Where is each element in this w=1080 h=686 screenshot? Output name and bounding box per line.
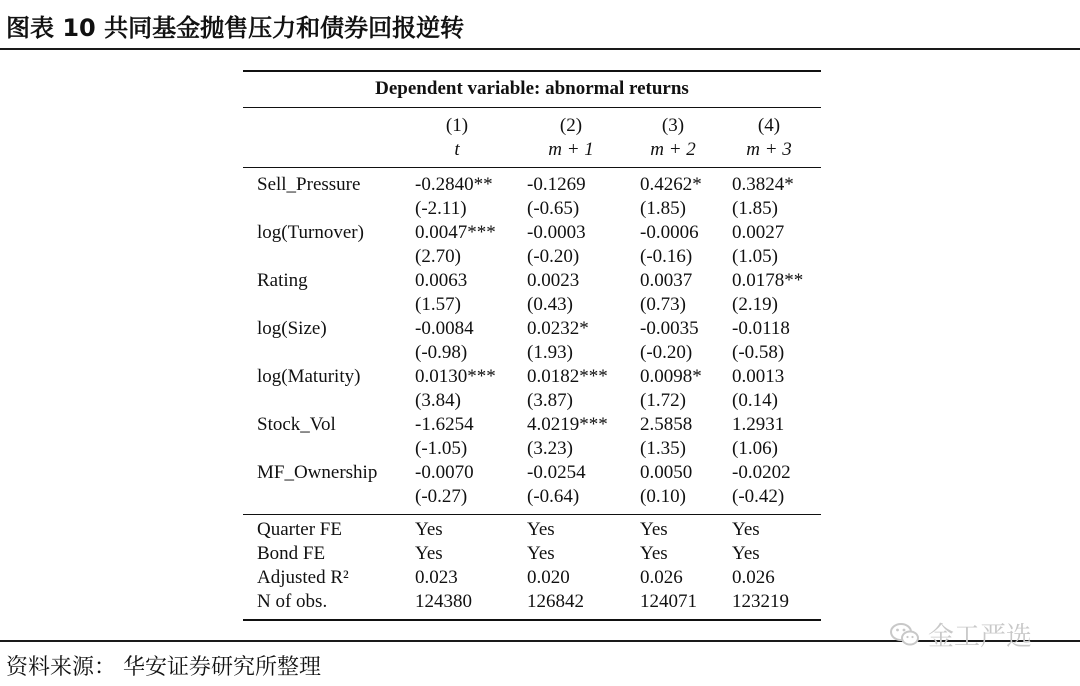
t-stat-cell: (0.73)	[640, 294, 686, 315]
t-stat-cell: (0.14)	[732, 390, 778, 411]
t-stat-cell: (1.05)	[732, 246, 778, 267]
row-label: log(Size)	[257, 318, 327, 339]
footer-row-label: Adjusted R²	[257, 567, 349, 588]
coefficient-cell: 0.0130***	[415, 366, 496, 387]
column-number: (1)	[445, 115, 469, 136]
coefficient-cell: -0.0202	[732, 462, 791, 483]
title-divider	[0, 48, 1080, 50]
footer-value-cell: Yes	[527, 543, 555, 564]
t-stat-cell: (-0.58)	[732, 342, 785, 363]
source-note: 资料来源： 华安证券研究所整理	[6, 655, 321, 680]
footer-value-cell: 124380	[415, 591, 472, 612]
wechat-icon	[890, 622, 920, 648]
footer-value-cell: Yes	[415, 519, 443, 540]
coefficient-cell: -0.0003	[527, 222, 586, 243]
column-label: m + 1	[548, 139, 594, 160]
row-label: Rating	[257, 270, 308, 291]
coefficient-cell: 0.4262*	[640, 174, 702, 195]
t-stat-cell: (1.93)	[527, 342, 573, 363]
row-label: log(Turnover)	[257, 222, 364, 243]
footer-value-cell: 123219	[732, 591, 789, 612]
footer-row-label: N of obs.	[257, 591, 328, 612]
t-stat-cell: (2.70)	[415, 246, 461, 267]
column-label: m + 2	[650, 139, 696, 160]
t-stat-cell: (1.35)	[640, 438, 686, 459]
coefficient-cell: -1.6254	[415, 414, 474, 435]
t-stat-cell: (-0.20)	[527, 246, 580, 267]
coefficient-cell: 0.0027	[732, 222, 785, 243]
column-number: (3)	[661, 115, 685, 136]
t-stat-cell: (0.10)	[640, 486, 686, 507]
column-label: t	[454, 139, 460, 160]
footer-value-cell: 0.023	[415, 567, 458, 588]
watermark-text: 金工严选	[928, 622, 1033, 652]
footer-value-cell: Yes	[732, 543, 760, 564]
column-header-rule	[243, 167, 821, 168]
column-number: (4)	[757, 115, 781, 136]
coefficient-cell: 0.0098*	[640, 366, 702, 387]
t-stat-cell: (-0.98)	[415, 342, 468, 363]
coefficient-cell: -0.2840**	[415, 174, 493, 195]
t-stat-cell: (3.87)	[527, 390, 573, 411]
coefficient-cell: 0.0182***	[527, 366, 608, 387]
row-label: Sell_Pressure	[257, 174, 361, 195]
coefficient-cell: 0.0037	[640, 270, 693, 291]
column-label: m + 3	[746, 139, 792, 160]
footer-value-cell: 0.026	[732, 567, 775, 588]
coefficient-cell: -0.0070	[415, 462, 474, 483]
coefficient-cell: 0.0023	[527, 270, 580, 291]
bottom-rule	[243, 619, 821, 621]
coefficient-cell: -0.0254	[527, 462, 586, 483]
footer-value-cell: Yes	[640, 519, 668, 540]
t-stat-cell: (-0.27)	[415, 486, 468, 507]
t-stat-cell: (0.43)	[527, 294, 573, 315]
watermark	[890, 616, 1032, 653]
coefficient-cell: -0.0084	[415, 318, 474, 339]
coefficient-cell: 0.0047***	[415, 222, 496, 243]
t-stat-cell: (-0.20)	[640, 342, 693, 363]
body-rule	[243, 514, 821, 515]
coefficient-cell: 0.0050	[640, 462, 693, 483]
figure-header	[0, 0, 1080, 46]
coefficient-cell: 0.3824*	[732, 174, 794, 195]
t-stat-cell: (-0.16)	[640, 246, 693, 267]
t-stat-cell: (-2.11)	[415, 198, 467, 219]
t-stat-cell: (1.06)	[732, 438, 778, 459]
footer-value-cell: 126842	[527, 591, 584, 612]
coefficient-cell: 0.0178**	[732, 270, 804, 291]
coefficient-cell: 1.2931	[732, 414, 785, 435]
coefficient-cell: 0.0232*	[527, 318, 589, 339]
footer-value-cell: 0.020	[527, 567, 570, 588]
t-stat-cell: (1.72)	[640, 390, 686, 411]
t-stat-cell: (-1.05)	[415, 438, 468, 459]
coefficient-cell: -0.0006	[640, 222, 699, 243]
coefficient-cell: 2.5858	[640, 414, 693, 435]
coefficient-cell: 0.0063	[415, 270, 468, 291]
t-stat-cell: (3.84)	[415, 390, 461, 411]
t-stat-cell: (-0.64)	[527, 486, 580, 507]
t-stat-cell: (1.85)	[732, 198, 778, 219]
dependent-variable-title: Dependent variable: abnormal returns	[375, 78, 689, 99]
t-stat-cell: (-0.42)	[732, 486, 785, 507]
footer-value-cell: 124071	[640, 591, 697, 612]
footer-value-cell: Yes	[415, 543, 443, 564]
figure-title: 图表 10 共同基金抛售压力和债券回报逆转	[6, 14, 465, 42]
row-label: Stock_Vol	[257, 414, 336, 435]
footer-value-cell: Yes	[732, 519, 760, 540]
header-rule	[243, 107, 821, 108]
t-stat-cell: (2.19)	[732, 294, 778, 315]
coefficient-cell: -0.0035	[640, 318, 699, 339]
footer-row-label: Quarter FE	[257, 519, 342, 540]
t-stat-cell: (1.85)	[640, 198, 686, 219]
row-label: MF_Ownership	[257, 462, 378, 483]
top-rule	[243, 70, 821, 72]
footer-row-label: Bond FE	[257, 543, 326, 564]
column-number: (2)	[559, 115, 583, 136]
footer-value-cell: Yes	[640, 543, 668, 564]
t-stat-cell: (1.57)	[415, 294, 461, 315]
coefficient-cell: 0.0013	[732, 366, 785, 387]
row-label: log(Maturity)	[257, 366, 361, 387]
footer-value-cell: 0.026	[640, 567, 683, 588]
footer-value-cell: Yes	[527, 519, 555, 540]
t-stat-cell: (3.23)	[527, 438, 573, 459]
coefficient-cell: -0.1269	[527, 174, 586, 195]
coefficient-cell: 4.0219***	[527, 414, 608, 435]
coefficient-cell: -0.0118	[732, 318, 790, 339]
t-stat-cell: (-0.65)	[527, 198, 580, 219]
